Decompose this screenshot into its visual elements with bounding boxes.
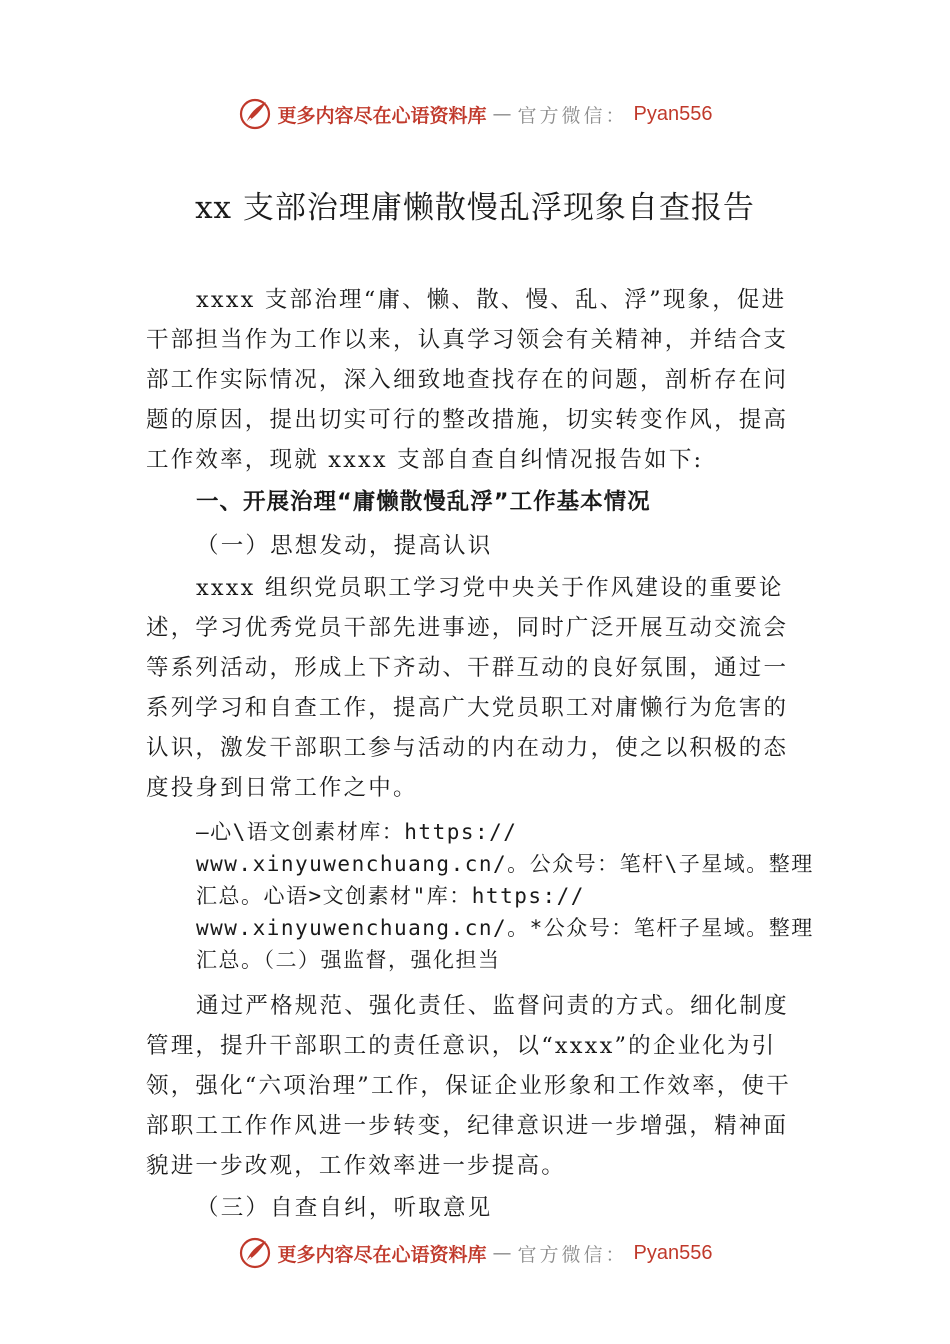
source-line: —心\语文创素材库：https:// <box>196 820 518 844</box>
subsection-heading-3: （三）自查自纠，听取意见 <box>196 1195 493 1221</box>
subsection-heading-1: （一）思想发动，提高认识 <box>196 533 493 559</box>
header-watermark <box>0 94 950 134</box>
footer-watermark <box>0 1233 950 1273</box>
source-line: www.xinyuwenchuang.cn/。公众号：笔杆\子星域。整理 <box>196 852 814 876</box>
document-title: xx 支部治理庸懒散慢乱浮现象自查报告 <box>195 190 755 226</box>
section-heading-1: 一、开展治理“庸懒散慢乱浮”工作基本情况 <box>196 489 651 515</box>
source-line: www.xinyuwenchuang.cn/。*公众号：笔杆子星域。整理 <box>196 916 814 940</box>
subsection-2-paragraph: 通过严格规范、强化责任、监督问责的方式。细化制度管理，提升干部职工的责任意识，以“xxxx”的企业化为引领，强化“六项治理”工作，保证企业形象和工作效率，使干部职工工作作风进一步转变，纪律意识进一步增强，精神面貌进一步改观，工作效率进一步提高。 <box>146 993 791 1179</box>
watermark-separator: — <box>492 103 512 125</box>
watermark-label: 官方微信： <box>517 1243 628 1266</box>
watermark-wechat-id: Pyan556 <box>633 1241 713 1264</box>
watermark-label: 官方微信： <box>517 104 628 127</box>
quill-pen-logo-icon <box>238 1236 272 1270</box>
intro-paragraph: xxxx 支部治理“庸、懒、散、慢、乱、浮”现象，促进干部担当作为工作以来，认真学习领会有关精神，并结合支部工作实际情况，深入细致地查找存在的问题，剖析存在问题的原因，提出切实可行的整改措施，切实转变作风，提高工作效率，现就 xxxx 支部自查自纠情况报告如下: <box>146 287 789 473</box>
source-line: 汇总。（二）强监督，强化担当 <box>196 948 501 972</box>
source-note-block <box>146 816 814 976</box>
watermark-wechat-id: Pyan556 <box>633 102 713 125</box>
source-line: 汇总。心语>文创素材"库：https:// <box>196 884 585 908</box>
watermark-brand: 更多内容尽在心语资料库 <box>277 104 487 127</box>
watermark-brand: 更多内容尽在心语资料库 <box>277 1243 487 1266</box>
quill-pen-logo-icon <box>238 97 272 131</box>
document-body <box>146 280 814 1230</box>
watermark-separator: — <box>492 1242 512 1264</box>
subsection-1-paragraph: xxxx 组织党员职工学习党中央关于作风建设的重要论述，学习优秀党员干部先进事迹，同时广泛开展互动交流会等系列活动，形成上下齐动、干群互动的良好氛围，通过一系列学习和自查工作，提高广大党员职工对庸懒行为危害的认识，激发干部职工参与活动的内在动力，使之以积极的态度投身到日常工作之中。 <box>146 575 789 801</box>
